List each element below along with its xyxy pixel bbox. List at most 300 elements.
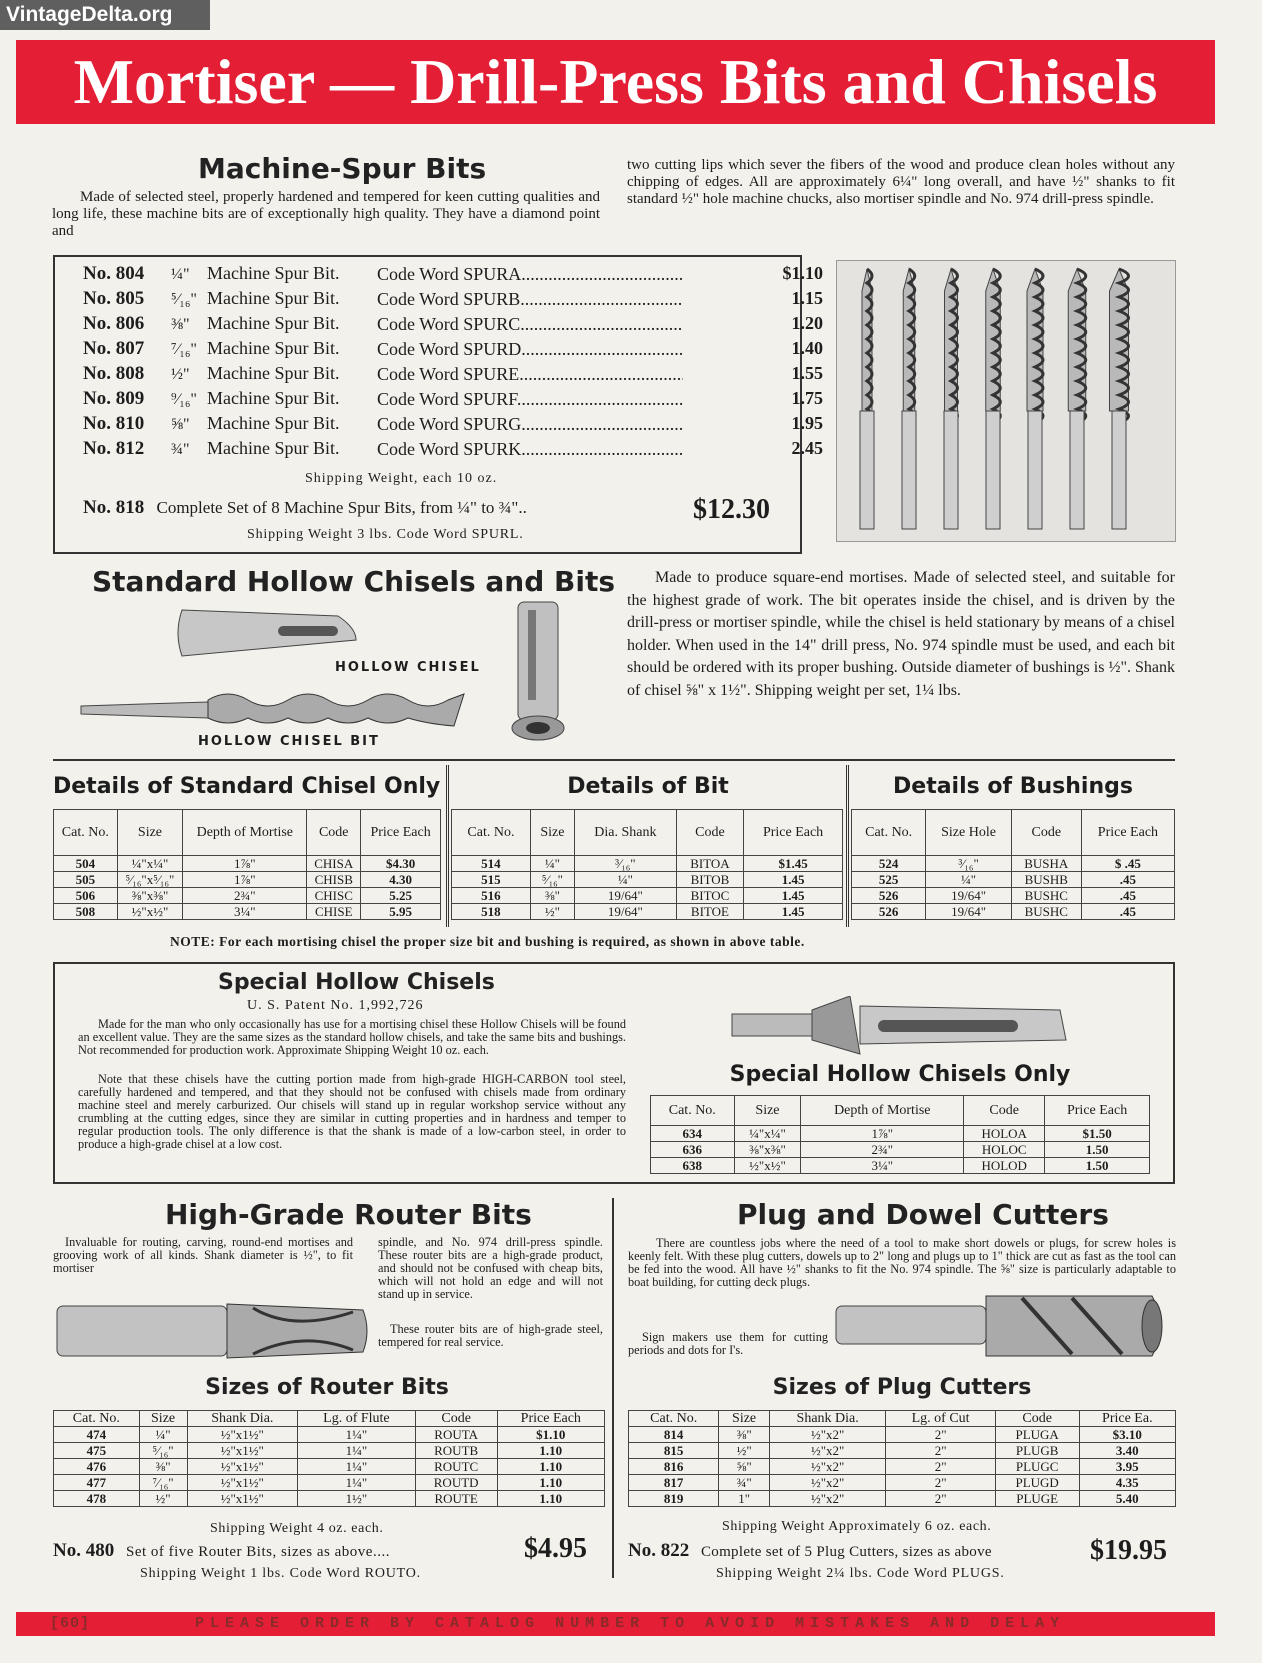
spur-bit-shank <box>944 411 958 529</box>
table-cell: 1¼" <box>298 1475 416 1491</box>
table-cell: ROUTC <box>415 1459 497 1475</box>
spur-bit-shank <box>986 411 1000 529</box>
spur-code-word: Code Word SPURA ..... <box>377 264 683 285</box>
spur-price: 1.75 <box>791 388 823 408</box>
table-cell: ½"x1½" <box>187 1459 298 1475</box>
column-header: Lg. of Cut <box>886 1411 995 1427</box>
hollow-description: Made to produce square-end mortises. Made of selected steel, and suitable for the highest grade of work. The bit operates inside the chisel, and is driven by the drill-press or mortiser spindle, while the chisel is held stationary by means of a chisel holder. When used in the 14" drill press, No. 974 spindle must be used, and each bit should be ordered with its proper bushing. Outside diameter of bushings is ½". Shank of chisel ⅝" x 1½". Shipping weight per set, 1¼ lbs. <box>627 569 1175 699</box>
table-cell: ⁵⁄₁₆"x⁵⁄₁₆" <box>117 872 183 888</box>
table-cell: 817 <box>629 1475 719 1491</box>
spur-cat-no: No. 810 <box>83 413 145 434</box>
table-cell: 634 <box>651 1126 735 1142</box>
column-header: Lg. of Flute <box>298 1411 416 1427</box>
table-cell: ½"x½" <box>734 1158 801 1174</box>
spur-set-price: $12.30 <box>693 494 770 525</box>
spur-bit-row <box>83 438 823 463</box>
table-row <box>452 856 843 872</box>
column-header: Depth of Mortise <box>183 810 307 856</box>
table-row <box>852 856 1175 872</box>
special-table <box>650 1095 1150 1174</box>
spur-set-row <box>83 497 527 519</box>
table-cell: 1.50 <box>1045 1158 1150 1174</box>
table-cell: BITOB <box>676 872 743 888</box>
chisel-table-title: Details of Standard Chisel Only <box>53 774 441 799</box>
column-header: Price Ea. <box>1079 1411 1175 1427</box>
table-cell: 19/64" <box>574 888 676 904</box>
table-cell: 505 <box>54 872 118 888</box>
table-cell: 1.45 <box>744 872 843 888</box>
table-cell: 19/64" <box>926 904 1011 920</box>
spur-bit-row <box>83 338 823 363</box>
spur-bit-shank <box>1028 411 1042 529</box>
spur-cat-no: No. 806 <box>83 313 145 334</box>
table-cell: 814 <box>629 1427 719 1443</box>
router-ship: Shipping Weight 4 oz. each. <box>210 1521 384 1536</box>
spur-desc: Machine Spur Bit. <box>207 413 340 433</box>
spur-size: ⁹⁄₁₆" <box>171 391 197 408</box>
table-cell: 3.40 <box>1079 1443 1175 1459</box>
bushing-table <box>851 809 1175 920</box>
table-cell: ½"x1½" <box>187 1475 298 1491</box>
table-cell: ⅜"x⅜" <box>117 888 183 904</box>
table-cell: 526 <box>852 888 926 904</box>
special-paragraph-1: Made for the man who only occasionally has use for a mortising chisel these Hollow Chisels will be found an excellent value. They are the same sizes as the standard hollow chisels, and take the same bits and bushings. Not recommended for production work. Approximate Shipping Weight 10 oz. each. <box>78 1017 626 1057</box>
table-cell: ⅜" <box>139 1459 187 1475</box>
column-header: Shank Dia. <box>769 1411 886 1427</box>
table-cell: 1¼" <box>298 1443 416 1459</box>
table-row <box>54 1491 605 1507</box>
column-header: Size <box>530 810 574 856</box>
table-cell: 3.95 <box>1079 1459 1175 1475</box>
router-set-ship: Shipping Weight 1 lbs. Code Word ROUTO. <box>140 1566 421 1581</box>
table-cell: 1.45 <box>744 888 843 904</box>
table-cell: 476 <box>54 1459 140 1475</box>
table-cell: $1.45 <box>744 856 843 872</box>
special-table-title: Special Hollow Chisels Only <box>729 1062 1071 1087</box>
router-table-header <box>54 1411 605 1427</box>
column-header: Size Hole <box>926 810 1011 856</box>
chisel-table-header <box>54 810 441 856</box>
table-cell: ³⁄₁₆" <box>926 856 1011 872</box>
table-cell: 525 <box>852 872 926 888</box>
column-header: Price Each <box>744 810 843 856</box>
table-cell: PLUGB <box>995 1443 1079 1459</box>
table-cell: ½" <box>530 904 574 920</box>
table-cell: 2" <box>886 1443 995 1459</box>
bottom-divider <box>612 1198 614 1578</box>
table-cell: ¼" <box>574 872 676 888</box>
spur-code-word: Code Word SPURB ..... <box>377 289 683 310</box>
router-set-price: $4.95 <box>524 1533 587 1564</box>
spur-bit-row <box>83 388 823 413</box>
column-header: Code <box>964 1096 1045 1126</box>
router-table <box>53 1410 605 1507</box>
spur-cat-no: No. 812 <box>83 438 145 459</box>
table-cell: ¼"x¼" <box>734 1126 801 1142</box>
spur-price: $1.10 <box>782 263 823 283</box>
table-cell: 1.10 <box>497 1459 604 1475</box>
table-row <box>651 1126 1150 1142</box>
plug-ship: Shipping Weight Approximately 6 oz. each. <box>722 1519 992 1534</box>
table-cell: BUSHC <box>1011 904 1081 920</box>
page-number: [60] <box>50 1615 91 1632</box>
spur-code-word: Code Word SPURK ..... <box>377 439 683 460</box>
table-row <box>452 872 843 888</box>
spur-heading: Machine-Spur Bits <box>198 152 487 185</box>
column-header: Cat. No. <box>629 1411 719 1427</box>
plug-heading: Plug and Dowel Cutters <box>737 1198 1109 1231</box>
table-cell: 3¼" <box>183 904 307 920</box>
table-cell: 4.35 <box>1079 1475 1175 1491</box>
bit-table-header <box>452 810 843 856</box>
table-cell: HOLOD <box>964 1158 1045 1174</box>
table-cell: PLUGC <box>995 1459 1079 1475</box>
table-cell: 2" <box>886 1459 995 1475</box>
table-cell: ¼" <box>139 1427 187 1443</box>
table-cell: 3¼" <box>801 1158 964 1174</box>
table-divider-1 <box>446 765 449 927</box>
spur-price: 2.45 <box>791 438 823 458</box>
table-cell: 636 <box>651 1142 735 1158</box>
table-cell: ¼" <box>926 872 1011 888</box>
table-cell: 2¾" <box>183 888 307 904</box>
spur-set-ship: Shipping Weight 3 lbs. Code Word SPURL. <box>247 527 524 542</box>
table-cell: BUSHC <box>1011 888 1081 904</box>
table-row <box>452 904 843 920</box>
plug-table-header <box>629 1411 1176 1427</box>
router-table-title: Sizes of Router Bits <box>205 1375 449 1400</box>
spur-code-word: Code Word SPURF ..... <box>377 389 683 410</box>
spur-desc: Machine Spur Bit. <box>207 263 340 283</box>
table-row <box>651 1142 1150 1158</box>
spur-bit-row <box>83 313 823 338</box>
spur-size: ⅜" <box>171 316 190 333</box>
router-set-row <box>53 1540 390 1562</box>
router-paragraph-2: spindle, and No. 974 drill-press spindle. These router bits are a high-grade product, and should not be confused with cheap bits, which will not hold an edge and will not stand up in service. <box>378 1235 603 1301</box>
table-cell: ½"x2" <box>769 1427 886 1443</box>
table-row <box>54 904 441 920</box>
table-cell: ½" <box>719 1443 770 1459</box>
bushing-table-header <box>852 810 1175 856</box>
table-cell: ½"x1½" <box>187 1491 298 1507</box>
router-bit-illustration <box>53 1296 373 1366</box>
table-cell: ½"x2" <box>769 1491 886 1507</box>
table-cell: ³⁄₁₆" <box>574 856 676 872</box>
chisel-table <box>53 809 441 920</box>
table-cell: ROUTB <box>415 1443 497 1459</box>
plug-paragraph-1: There are countless jobs where the need of a tool to make short dowels or plugs, for screw holes is keenly felt. With these plug cutters, dowels up to 2" long and plugs up to 1" thick are cut as fast as the tool can be fed into the wood. All have ½" shanks to fit the No. 974 spindle. The ⅝" size is particularly adaptable to boat building, for cutting deck plugs. <box>628 1236 1176 1289</box>
spur-cat-no: No. 805 <box>83 288 145 309</box>
spur-price: 1.40 <box>791 338 823 358</box>
table-cell: BITOE <box>676 904 743 920</box>
table-cell: 2" <box>886 1491 995 1507</box>
hollow-note: NOTE: For each mortising chisel the proper size bit and bushing is required, as shown in above table. <box>170 934 805 949</box>
table-cell: 816 <box>629 1459 719 1475</box>
hollow-chisel-label: HOLLOW CHISEL <box>335 660 481 675</box>
column-header: Cat. No. <box>54 810 118 856</box>
spur-bit-row <box>83 288 823 313</box>
table-cell: 2¾" <box>801 1142 964 1158</box>
plug-set-row <box>628 1540 992 1562</box>
table-cell: ½"x½" <box>117 904 183 920</box>
plug-set-ship: Shipping Weight 2¼ lbs. Code Word PLUGS. <box>716 1566 1005 1581</box>
table-cell: 478 <box>54 1491 140 1507</box>
table-cell: 1⅞" <box>801 1126 964 1142</box>
table-cell: $4.30 <box>361 856 441 872</box>
table-cell: HOLOA <box>964 1126 1045 1142</box>
table-cell: 4.30 <box>361 872 441 888</box>
spur-set-no: No. 818 <box>83 497 145 518</box>
table-cell: 19/64" <box>926 888 1011 904</box>
spur-bit-row <box>83 413 823 438</box>
table-row <box>54 888 441 904</box>
table-cell: .45 <box>1081 888 1174 904</box>
table-cell: ROUTD <box>415 1475 497 1491</box>
table-cell: 1" <box>719 1491 770 1507</box>
router-paragraph-3: These router bits are of high-grade steel, tempered for real service. <box>378 1322 603 1349</box>
table-cell: ½"x1½" <box>187 1443 298 1459</box>
table-cell: ½"x2" <box>769 1443 886 1459</box>
table-cell: $1.10 <box>497 1427 604 1443</box>
table-cell: 19/64" <box>574 904 676 920</box>
table-cell: 474 <box>54 1427 140 1443</box>
table-cell: PLUGD <box>995 1475 1079 1491</box>
table-cell: 2" <box>886 1427 995 1443</box>
hollow-table-rule <box>53 759 1175 761</box>
footer-bar <box>16 1612 1215 1636</box>
spur-code-word: Code Word SPURC ..... <box>377 314 683 335</box>
table-cell: ⁵⁄₁₆" <box>530 872 574 888</box>
plug-cutter-illustration <box>832 1290 1172 1362</box>
spur-size: ¾" <box>171 441 190 458</box>
table-cell: 518 <box>452 904 531 920</box>
plug-set-no: No. 822 <box>628 1540 690 1561</box>
table-row <box>54 1443 605 1459</box>
router-paragraph-1: Invaluable for routing, carving, round-end mortises and grooving work of all kinds. Shank diameter is ½", to fit mortiser <box>53 1235 353 1275</box>
table-cell: CHISA <box>307 856 361 872</box>
spur-cat-no: No. 808 <box>83 363 145 384</box>
table-cell: 819 <box>629 1491 719 1507</box>
column-header: Price Each <box>361 810 441 856</box>
table-row <box>629 1475 1176 1491</box>
table-cell: 515 <box>452 872 531 888</box>
router-heading: High-Grade Router Bits <box>165 1198 532 1231</box>
table-cell: ⁵⁄₁₆" <box>139 1443 187 1459</box>
table-cell: ½"x2" <box>769 1459 886 1475</box>
table-cell: 5.95 <box>361 904 441 920</box>
spur-cat-no: No. 807 <box>83 338 145 359</box>
table-cell: 475 <box>54 1443 140 1459</box>
spur-desc: Machine Spur Bit. <box>207 288 340 308</box>
spur-bit-shank <box>860 411 874 529</box>
table-cell: ROUTE <box>415 1491 497 1507</box>
table-row <box>629 1459 1176 1475</box>
table-cell: ½" <box>139 1491 187 1507</box>
column-header: Shank Dia. <box>187 1411 298 1427</box>
hollow-heading: Standard Hollow Chisels and Bits <box>92 565 615 598</box>
table-cell: ⅜"x⅜" <box>734 1142 801 1158</box>
plug-set-desc: Complete set of 5 Plug Cutters, sizes as above <box>700 1544 992 1560</box>
spur-desc: Machine Spur Bit. <box>207 313 340 333</box>
table-row <box>452 888 843 904</box>
spur-bit-row <box>83 263 823 288</box>
table-row <box>651 1158 1150 1174</box>
spur-size: ½" <box>171 366 190 383</box>
spur-set-desc: Complete Set of 8 Machine Spur Bits, from ¼" to ¾".. <box>156 498 527 517</box>
table-cell: 508 <box>54 904 118 920</box>
hollow-chisel-bit-label: HOLLOW CHISEL BIT <box>198 734 380 749</box>
special-table-header <box>651 1096 1150 1126</box>
table-row <box>54 1475 605 1491</box>
router-set-desc: Set of five Router Bits, sizes as above.... <box>125 1544 390 1560</box>
bit-table-title: Details of Bit <box>567 774 729 799</box>
table-row <box>629 1491 1176 1507</box>
table-cell: 524 <box>852 856 926 872</box>
column-header: Cat. No. <box>452 810 531 856</box>
column-header: Price Each <box>1045 1096 1150 1126</box>
spur-cat-no: No. 809 <box>83 388 145 409</box>
table-cell: 1.10 <box>497 1475 604 1491</box>
table-row <box>852 888 1175 904</box>
column-header: Code <box>307 810 361 856</box>
table-cell: BITOC <box>676 888 743 904</box>
page-title: Mortiser — Drill-Press Bits and Chisels <box>16 40 1215 124</box>
column-header: Code <box>415 1411 497 1427</box>
table-cell: 1.45 <box>744 904 843 920</box>
spur-bit-shank <box>1112 411 1126 529</box>
table-row <box>54 1459 605 1475</box>
spur-desc: Machine Spur Bit. <box>207 438 340 458</box>
table-cell: 1⅞" <box>183 856 307 872</box>
column-header: Cat. No. <box>852 810 926 856</box>
column-header: Size <box>734 1096 801 1126</box>
column-header: Code <box>676 810 743 856</box>
special-heading: Special Hollow Chisels <box>218 970 495 995</box>
spur-ship-each: Shipping Weight, each 10 oz. <box>305 471 498 486</box>
bit-table <box>451 809 843 920</box>
table-cell: PLUGA <box>995 1427 1079 1443</box>
table-cell: ¼"x¼" <box>117 856 183 872</box>
table-cell: ½"x1½" <box>187 1427 298 1443</box>
table-cell: 1½" <box>298 1491 416 1507</box>
table-row <box>54 856 441 872</box>
column-header: Code <box>1011 810 1081 856</box>
table-cell: 1¼" <box>298 1459 416 1475</box>
plug-set-price: $19.95 <box>1090 1535 1167 1566</box>
column-header: Price Each <box>497 1411 604 1427</box>
table-cell: HOLOC <box>964 1142 1045 1158</box>
spur-price: 1.95 <box>791 413 823 433</box>
table-cell: 1.10 <box>497 1443 604 1459</box>
table-cell: BUSHB <box>1011 872 1081 888</box>
footer-text: PLEASE ORDER BY CATALOG NUMBER TO AVOID MISTAKES AND DELAY <box>195 1615 1066 1632</box>
spur-intro-right: two cutting lips which sever the fibers of the wood and produce clean holes without any chipping of edges. All are approximately 6¼" long overall, and have ½" shanks to fit standard ½" hole machine chucks, also mortiser spindle and No. 974 drill-press spindle. <box>627 157 1175 207</box>
table-row <box>54 872 441 888</box>
column-header: Cat. No. <box>54 1411 140 1427</box>
site-watermark: VintageDelta.org <box>0 0 210 30</box>
table-cell: 5.40 <box>1079 1491 1175 1507</box>
spur-bit-shank <box>1070 411 1084 529</box>
table-cell: 504 <box>54 856 118 872</box>
table-row <box>629 1443 1176 1459</box>
table-cell: 2" <box>886 1475 995 1491</box>
table-cell: ½"x2" <box>769 1475 886 1491</box>
plug-paragraph-2: Sign makers use them for cutting periods and dots for I's. <box>628 1330 828 1357</box>
table-cell: BITOA <box>676 856 743 872</box>
table-cell: 526 <box>852 904 926 920</box>
table-row <box>54 1427 605 1443</box>
spur-price: 1.20 <box>791 313 823 333</box>
special-chisel-illustration <box>730 996 1070 1056</box>
table-cell: 815 <box>629 1443 719 1459</box>
spur-bits-photo <box>836 260 1176 542</box>
spur-size: ⁵⁄₁₆" <box>171 291 197 308</box>
plug-table <box>628 1410 1176 1507</box>
plug-table-title: Sizes of Plug Cutters <box>772 1375 1032 1400</box>
spur-size: ¼" <box>171 266 190 283</box>
table-cell: 1.10 <box>497 1491 604 1507</box>
table-cell: 506 <box>54 888 118 904</box>
special-patent: U. S. Patent No. 1,992,726 <box>247 998 424 1013</box>
column-header: Price Each <box>1081 810 1174 856</box>
router-set-no: No. 480 <box>53 1540 115 1561</box>
table-cell: $3.10 <box>1079 1427 1175 1443</box>
table-row <box>852 904 1175 920</box>
table-cell: ⅝" <box>719 1459 770 1475</box>
spur-code-word: Code Word SPURE ..... <box>377 364 683 385</box>
hollow-chisel-illustration <box>78 600 598 750</box>
spur-intro-left: Made of selected steel, properly hardened and tempered for keen cutting qualities and long life, these machine bits are of exceptionally high quality. They have a diamond point and <box>52 189 600 239</box>
table-cell: .45 <box>1081 872 1174 888</box>
spur-size: ⁷⁄₁₆" <box>171 341 197 358</box>
table-cell: .45 <box>1081 904 1174 920</box>
table-cell: ⁷⁄₁₆" <box>139 1475 187 1491</box>
table-cell: ¼" <box>530 856 574 872</box>
spur-bit-shank <box>902 411 916 529</box>
spur-price: 1.55 <box>791 363 823 383</box>
table-row <box>852 872 1175 888</box>
column-header: Depth of Mortise <box>801 1096 964 1126</box>
table-cell: PLUGE <box>995 1491 1079 1507</box>
table-cell: $ .45 <box>1081 856 1174 872</box>
table-cell: CHISB <box>307 872 361 888</box>
table-cell: ¾" <box>719 1475 770 1491</box>
bushing-table-title: Details of Bushings <box>893 774 1133 799</box>
table-cell: 5.25 <box>361 888 441 904</box>
column-header: Dia. Shank <box>574 810 676 856</box>
table-cell: 1⅞" <box>183 872 307 888</box>
table-cell: 477 <box>54 1475 140 1491</box>
column-header: Size <box>139 1411 187 1427</box>
spur-desc: Machine Spur Bit. <box>207 388 340 408</box>
table-cell: $1.50 <box>1045 1126 1150 1142</box>
spur-price: 1.15 <box>791 288 823 308</box>
special-paragraph-2: Note that these chisels have the cutting portion made from high-grade HIGH-CARBON tool steel, carefully hardened and tempered, and that they should not be confused with chisels made from ordinary machine steel and merely carburized. Our chisels will stand up in regular workshop service without any crumbling at the cutting edges, since they are similar in cutting properties and in hardness and temper to regular production tools. The only difference is that the shank is made of a low-carbon steel, in order to produce a high-grade chisel at a low cost. <box>78 1072 626 1151</box>
table-cell: 638 <box>651 1158 735 1174</box>
table-cell: CHISC <box>307 888 361 904</box>
spur-desc: Machine Spur Bit. <box>207 363 340 383</box>
column-header: Code <box>995 1411 1079 1427</box>
column-header: Cat. No. <box>651 1096 735 1126</box>
spur-size: ⅝" <box>171 416 190 433</box>
table-cell: 1.50 <box>1045 1142 1150 1158</box>
spur-bits-illustration <box>837 261 1177 543</box>
table-cell: 514 <box>452 856 531 872</box>
table-row <box>629 1427 1176 1443</box>
spur-bit-row <box>83 363 823 388</box>
table-cell: BUSHA <box>1011 856 1081 872</box>
spur-cat-no: No. 804 <box>83 263 145 284</box>
